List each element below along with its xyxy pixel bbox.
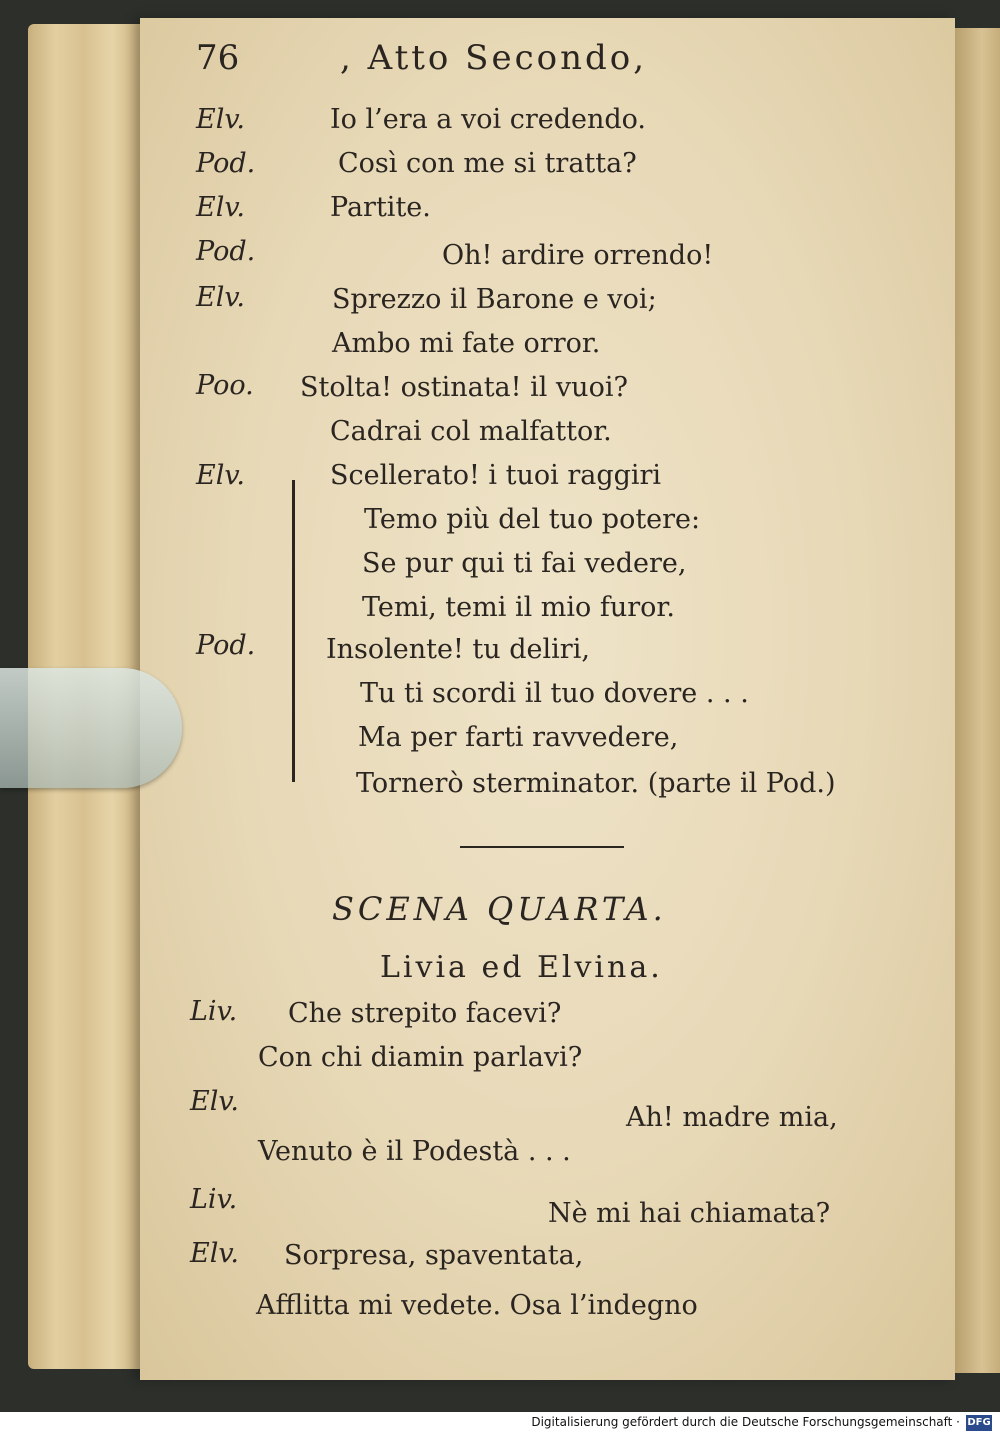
speaker-label: Elv.: [190, 1238, 239, 1269]
dfg-logo: DFG: [966, 1415, 992, 1431]
speaker-label: Liv.: [190, 1184, 238, 1215]
verse-line: Ma per farti ravvedere,: [358, 722, 679, 753]
verse-line: Tornerò sterminator. (parte il Pod.): [356, 768, 836, 799]
speaker-label: Liv.: [190, 996, 238, 1027]
verse-line: Così con me si tratta?: [338, 148, 637, 179]
facing-page-edge: [955, 28, 1000, 1373]
funding-credit: Digitalisierung gefördert durch die Deutsche Forschungsgemeinschaft ·: [531, 1415, 960, 1429]
plastic-page-clip: [0, 668, 182, 788]
speaker-label: Elv.: [196, 104, 245, 135]
verse-line: Stolta! ostinata! il vuoi?: [300, 372, 628, 403]
verse-line: Oh! ardire orrendo!: [442, 240, 714, 271]
verse-line: Tu ti scordi il tuo dovere . . .: [360, 678, 749, 709]
speaker-label: Pod.: [196, 148, 256, 179]
running-title: , Atto Secondo,: [340, 38, 648, 78]
speaker-label: Elv.: [190, 1086, 239, 1117]
section-divider: [460, 846, 624, 848]
verse-line: Con chi diamin parlavi?: [258, 1042, 583, 1073]
verse-line: Ambo mi fate orror.: [332, 328, 601, 359]
verse-line: Temi, temi il mio furor.: [362, 592, 675, 623]
verse-line: Sprezzo il Barone e voi;: [332, 284, 657, 315]
speaker-label: Poo.: [196, 370, 254, 401]
verse-line: Io l’era a voi credendo.: [330, 104, 646, 135]
verse-line: Che strepito facevi?: [288, 998, 562, 1029]
scene-title: SCENA QUARTA.: [332, 890, 667, 928]
speaker-label: Elv.: [196, 282, 245, 313]
scene-characters: Livia ed Elvina.: [380, 950, 663, 985]
verse-line: Sorpresa, spaventata,: [284, 1240, 584, 1271]
verse-line: Scellerato! i tuoi raggiri: [330, 460, 662, 491]
speaker-label: Elv.: [196, 460, 245, 491]
verse-line: Se pur qui ti fai vedere,: [362, 548, 687, 579]
verse-line: Insolente! tu deliri,: [326, 634, 590, 665]
speaker-label: Pod.: [196, 630, 256, 661]
verse-line: Partite.: [330, 192, 431, 223]
footer-bar: [0, 1412, 1000, 1436]
verse-line: Temo più del tuo potere:: [364, 504, 701, 535]
brace-bracket: [292, 480, 301, 782]
verse-line: Venuto è il Podestà . . .: [258, 1136, 571, 1167]
verse-line: Nè mi hai chiamata?: [548, 1198, 831, 1229]
verse-line: Cadrai col malfattor.: [330, 416, 612, 447]
speaker-label: Pod.: [196, 236, 256, 267]
page-number: 76: [196, 38, 240, 78]
verse-line: Ah! madre mia,: [626, 1102, 838, 1133]
speaker-label: Elv.: [196, 192, 245, 223]
verse-line: Afflitta mi vedete. Osa l’indegno: [256, 1290, 698, 1321]
